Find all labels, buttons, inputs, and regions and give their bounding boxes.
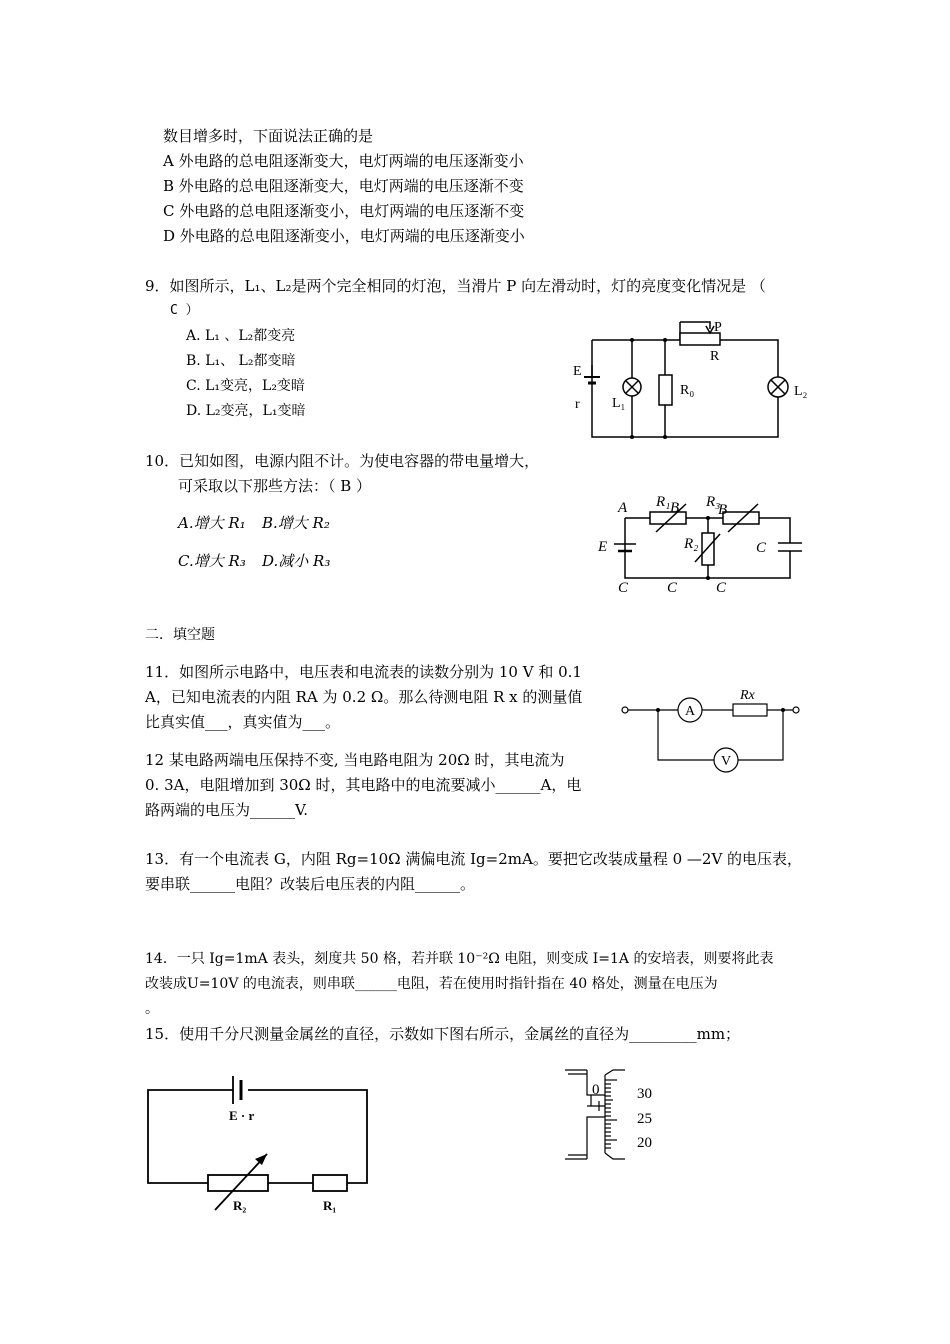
q10-label-b1: B xyxy=(670,500,680,516)
q9-option-d: D. L₂变亮，L₁变暗 xyxy=(186,403,306,419)
micrometer-figure xyxy=(565,1065,685,1165)
q9-label-r: R xyxy=(710,349,720,364)
q10-label-c2: C xyxy=(667,580,678,596)
q10-label-e: E xyxy=(598,539,608,555)
q10-label-c1: C xyxy=(618,580,629,596)
bottom-label-r1: R₁ xyxy=(323,1198,337,1213)
q12-stem-line1: 12 某电路两端电压保持不变, 当电路电阻为 20Ω 时，其电流为 xyxy=(145,751,565,769)
q8-option-d: D 外电路的总电阻逐渐变小，电灯两端的电压逐渐变小 xyxy=(163,227,525,245)
q10-stem-line1: 10．已知如图，电源内阻不计。为使电容器的带电量增大， xyxy=(145,452,540,470)
q9-label-l2: L₂ xyxy=(794,384,808,399)
section-fill-in-title: 二．填空题 xyxy=(145,627,215,643)
q9-answer: C ） xyxy=(170,303,199,318)
q10-stem-line2: 可采取以下那些方法：（ B ） xyxy=(178,477,372,495)
q15-stem-line1: 15．使用千分尺测量金属丝的直径，示数如下图右所示，金属丝的直径为_________mm； xyxy=(145,1025,741,1043)
q10-option-c: C.增大 R₃ xyxy=(178,552,246,570)
q10-option-d: D.减小 R₃ xyxy=(262,552,331,570)
q10-circuit-figure xyxy=(590,488,820,598)
q12-stem-line3: 路两端的电压为______V. xyxy=(145,801,308,819)
micrometer-tick-20: 20 xyxy=(637,1135,652,1151)
q11-stem-line1: 11．如图所示电路中，电压表和电流表的读数分别为 10 V 和 0.1 xyxy=(145,663,582,681)
q8-option-a: A 外电路的总电阻逐渐变大，电灯两端的电压逐渐变小 xyxy=(163,152,524,170)
q8-option-c: C 外电路的总电阻逐渐变小，电灯两端的电压逐渐不变 xyxy=(163,202,525,220)
q8-stem-tail: 数目增多时，下面说法正确的是 xyxy=(163,127,374,145)
q10-label-c3: C xyxy=(716,580,727,596)
q11-ammeter-label: A xyxy=(685,704,696,719)
micrometer-zero-label: 0 xyxy=(592,1082,600,1098)
q10-label-a: A xyxy=(618,500,628,516)
q8-option-b: B 外电路的总电阻逐渐变大，电灯两端的电压逐渐不变 xyxy=(163,177,524,195)
q9-option-c: C. L₁变亮，L₂变暗 xyxy=(186,378,305,394)
bottom-label-r2: R₂ xyxy=(233,1198,247,1213)
q13-stem-line1: 13．有一个电流表 G，内阻 Rg=10Ω 满偏电流 Ig=2mA。要把它改装成量程 0 —2V 的电压表， xyxy=(145,850,803,868)
q9-label-p: P xyxy=(714,320,722,335)
q10-label-c-cap: C xyxy=(756,540,767,556)
q14-stem-line2: 改装成U=10V 的电流表，则串联______电阻，若在使用时指针指在 40 格处，测量在电压为 xyxy=(145,976,718,992)
q10-label-r2: R₂ xyxy=(684,536,699,552)
q14-stem-line3: 。 xyxy=(145,1001,159,1017)
q11-voltmeter-label: V xyxy=(721,754,732,769)
q13-stem-line2: 要串联______电阻？改装后电压表的内阻______。 xyxy=(145,875,476,893)
q14-stem-line1: 14．一只 Ig=1mA 表头，刻度共 50 格，若并联 10⁻²Ω 电阻，则变成 I=1A 的安培表，则要将此表 xyxy=(145,951,774,967)
q10-option-b: B.增大 R₂ xyxy=(262,514,330,532)
q10-label-r1: R₁ xyxy=(656,494,671,510)
q10-label-r3: R₃ xyxy=(706,494,721,510)
micrometer-tick-30: 30 xyxy=(637,1086,652,1102)
q11-stem-line3: 比真实值___，真实值为___。 xyxy=(145,713,341,731)
q9-label-l1: L₁ xyxy=(612,396,626,411)
q11-circuit-figure xyxy=(618,685,808,775)
q10-label-b2: B xyxy=(718,502,728,518)
q9-label-r0: R₀ xyxy=(680,383,695,398)
q9-label-r: r xyxy=(575,397,580,412)
q11-rx-label: Rx xyxy=(740,688,755,703)
micrometer-tick-25: 25 xyxy=(637,1111,652,1127)
bottom-label-er: E · r xyxy=(229,1108,255,1123)
q9-option-b: B. L₁、 L₂都变暗 xyxy=(186,353,296,369)
q11-stem-line2: A，已知电流表的内阻 RA 为 0.2 Ω。那么待测电阻 R x 的测量值 xyxy=(145,688,583,706)
q9-label-e: E xyxy=(573,364,582,379)
q9-option-a: A. L₁ 、L₂都变亮 xyxy=(186,328,296,344)
q9-circuit-figure xyxy=(570,315,820,445)
q12-stem-line2: 0. 3A，电阻增加到 30Ω 时，其电路中的电流要减小______A，电 xyxy=(145,776,582,794)
q9-stem-line1: 9．如图所示，L₁、L₂是两个完全相同的灯泡，当滑片 P 向左滑动时，灯的亮度变化情况是 （ xyxy=(145,277,766,295)
bottom-circuit-figure xyxy=(145,1068,375,1213)
q10-option-a: A.增大 R₁ xyxy=(178,514,246,532)
